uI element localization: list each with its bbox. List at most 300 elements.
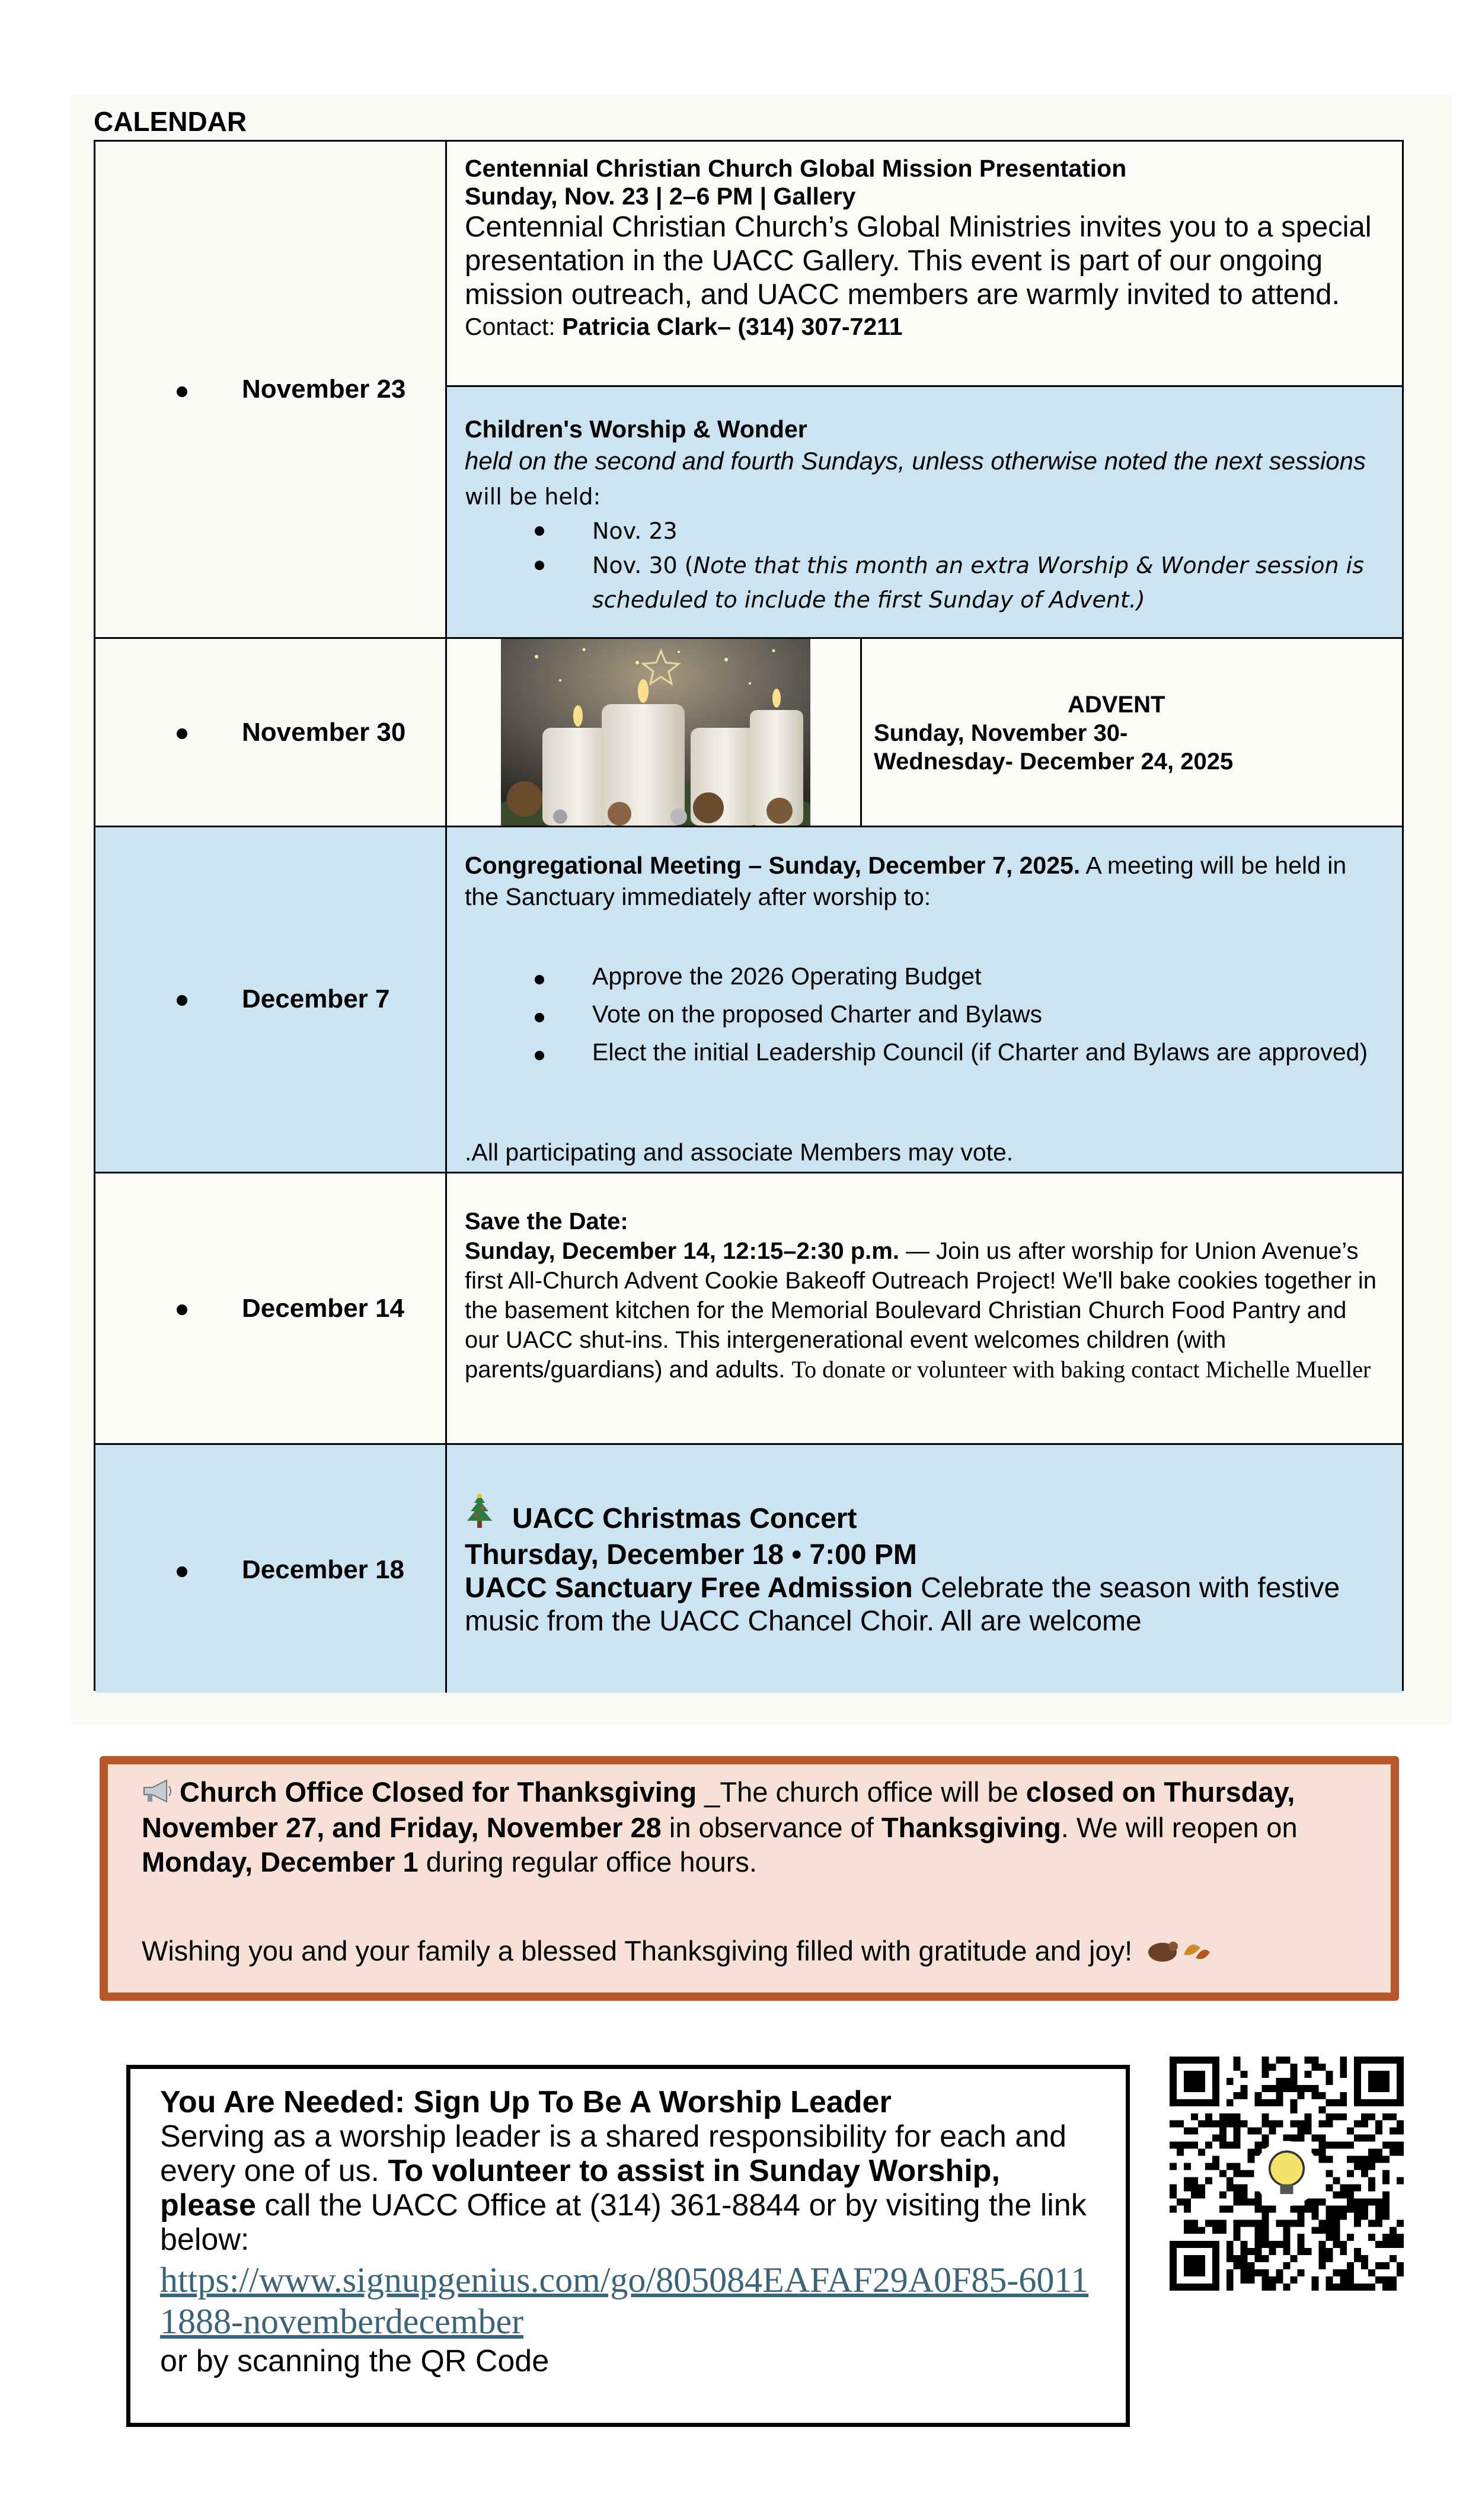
qr-module [1326,2121,1333,2128]
qr-module [1283,2085,1291,2092]
qr-module [1326,2156,1333,2163]
qr-module [1241,2248,1248,2255]
qr-module [1361,2284,1368,2291]
qr-module [1198,2149,1205,2156]
qr-module [1227,2078,1234,2085]
qr-module [1205,2220,1212,2227]
concert-title-line [465,1494,1384,1539]
qr-module [1304,2071,1311,2078]
volunteer-part: Serving as a worship leader is a shared responsibility for each and every one of us. [160,2119,1067,2188]
qr-module [1198,2227,1205,2234]
advent-end: Wednesday- December 24, 2025 [874,749,1234,775]
qr-module [1227,2113,1234,2121]
qr-module [1255,2220,1262,2227]
qr-module [1269,2205,1276,2212]
qr-module [1184,2142,1191,2149]
qr-module [1368,2135,1375,2142]
qr-module [1311,2092,1318,2099]
qr-module [1326,2205,1333,2212]
qr-module [1354,2156,1361,2163]
qr-module [1234,2220,1241,2227]
qr-module [1248,2269,1255,2276]
qr-module [1340,2212,1347,2220]
qr-module [1382,2198,1390,2205]
qr-module [1354,2255,1361,2262]
qr-module [1333,2177,1340,2184]
contact-value: Patricia Clark– (314) 307-7211 [562,313,903,340]
qr-module [1347,2170,1354,2177]
qr-module [1255,2269,1262,2276]
qr-module [1184,2177,1191,2184]
qr-module [1333,2220,1340,2227]
calendar-row-nov-30 [95,639,1402,827]
qr-module [1283,2057,1291,2064]
qr-module [1219,2227,1227,2234]
qr-module [1241,2071,1248,2078]
calendar-row-dec-7 [95,827,1402,1173]
qr-module [1255,2142,1262,2149]
qr-module [1227,2142,1234,2149]
qr-module [1241,2269,1248,2276]
concert-title: UACC Christmas Concert [512,1503,857,1534]
qr-module [1311,2227,1318,2234]
qr-module [1262,2085,1269,2092]
qr-module [1234,2234,1241,2241]
qr-module [1262,2064,1269,2071]
notice-part: in observance of [661,1812,881,1843]
qr-module [1262,2121,1269,2128]
qr-module [1241,2092,1248,2099]
qr-module [1390,2128,1397,2135]
meeting-intro: A meeting will be held in the Sanctuary immediately after worship to: [465,852,1347,910]
qr-module [1262,2220,1269,2227]
qr-module [1318,2255,1326,2262]
childrens-worship-event [447,387,1402,637]
qr-module [1234,2184,1241,2191]
qr-module [1184,2198,1191,2205]
concert-where: UACC Sanctuary Free Admission [465,1572,913,1604]
qr-module [1227,2276,1234,2284]
qr-module [1304,2205,1311,2212]
bullet-icon [177,1304,187,1315]
qr-module [1241,2085,1248,2092]
qr-module [1311,2276,1318,2284]
qr-module [1191,2113,1198,2121]
qr-module [1276,2241,1283,2248]
qr-module [1241,2241,1248,2248]
advent-start: Sunday, November 30- [874,720,1128,746]
list-item [592,548,1384,617]
qr-module [1375,2262,1382,2269]
qr-module [1283,2078,1291,2085]
qr-module [1397,2220,1404,2227]
event-body: — Join us after worship for Union Avenue’s first All-Church Advent Cookie Bakeoff Outreach Project! We'll bake cookies together in the basement kitchen for the Memorial Boulevard Christian Church Food Pantry and our UACC shut-ins. This intergenerational event welcomes children (with parents/guardians) and adults. [465,1238,1377,1383]
qr-module [1269,2064,1276,2071]
qr-module [1297,2212,1304,2220]
qr-module [1397,2269,1404,2276]
qr-module [1318,2092,1326,2099]
qr-module [1304,2113,1311,2121]
qr-module [1304,2057,1311,2064]
event-contact [465,312,1384,341]
qr-module [1205,2163,1212,2170]
qr-module [1340,2284,1347,2291]
qr-module [1234,2170,1241,2177]
qr-module [1326,2234,1333,2241]
qr-module [1340,2142,1347,2149]
event-contact: To donate or volunteer with baking contact Michelle Mueller [791,1356,1371,1383]
qr-module [1318,2121,1326,2128]
volunteer-text [160,2085,1090,2379]
qr-module [1283,2262,1291,2269]
qr-module [1262,2212,1269,2220]
qr-module [1227,2269,1234,2276]
qr-module [1397,2241,1404,2248]
qr-module [1219,2220,1227,2227]
qr-module [1390,2234,1397,2241]
qr-module [1304,2248,1311,2255]
qr-module [1290,2121,1297,2128]
qr-module [1326,2071,1333,2078]
qr-module [1382,2177,1390,2184]
qr-module [1234,2064,1241,2071]
qr-module [1248,2198,1255,2205]
qr-module [1390,2113,1397,2121]
qr-module [1361,2212,1368,2220]
qr-module [1184,2205,1191,2212]
event-title: Centennial Christian Church Global Mission Presentation [465,155,1127,182]
qr-module [1234,2262,1241,2269]
qr-module [1262,2234,1269,2241]
qr-code-icon[interactable] [1170,2057,1404,2291]
qr-module [1205,2121,1212,2128]
qr-module [1361,2262,1368,2269]
qr-module [1297,2128,1304,2135]
qr-module [1311,2085,1318,2092]
qr-module [1177,2142,1184,2149]
qr-module [1361,2135,1368,2142]
qr-module [1318,2241,1326,2248]
qr-module [1234,2255,1241,2262]
qr-module [1255,2128,1262,2135]
qr-module [1290,2220,1297,2227]
qr-module [1269,2284,1276,2291]
qr-module [1219,2191,1227,2198]
notice-text [142,1775,1367,1879]
qr-module [1318,2156,1326,2163]
megaphone-icon [142,1776,173,1811]
qr-module [1219,2128,1227,2135]
qr-module [1354,2205,1361,2212]
qr-module [1375,2149,1382,2156]
list-item [592,514,1384,548]
meeting-footer: .All participating and associate Members may vote. [465,1139,1014,1166]
qr-module [1347,2142,1354,2149]
qr-module [1311,2284,1318,2291]
qr-module [1290,2078,1297,2085]
qr-module [1333,2227,1340,2234]
date-cell [95,142,447,637]
thanksgiving-notice [100,1756,1399,2001]
qr-instructions: or by scanning the QR Code [160,2344,550,2378]
qr-module [1276,2085,1283,2092]
qr-module [1219,2135,1227,2142]
qr-module [1382,2191,1390,2198]
qr-module [1368,2163,1375,2170]
event-description [465,1236,1384,1384]
qr-module [1333,2099,1340,2106]
qr-module [1184,2184,1191,2191]
qr-module [1283,2241,1291,2248]
qr-module [1269,2099,1276,2106]
qr-module [1333,2269,1340,2276]
qr-module [1297,2205,1304,2212]
session-date: Nov. 30 ( [592,552,694,578]
qr-module [1241,2276,1248,2284]
qr-module [1290,2106,1297,2113]
qr-module [1290,2276,1297,2284]
qr-module [1276,2276,1283,2284]
qr-module [1340,2205,1347,2212]
qr-module [1340,2092,1347,2099]
qr-module [1290,2255,1297,2262]
qr-module [1191,2177,1198,2184]
qr-module [1382,2241,1390,2248]
qr-module [1361,2198,1368,2205]
qr-module [1269,2276,1276,2284]
date-label: November 30 [242,718,406,747]
qr-module [1354,2121,1361,2128]
list-item: Approve the 2026 Operating Budget [592,961,1384,992]
qr-module [1354,2220,1361,2227]
qr-module [1297,2234,1304,2241]
qr-module [1184,2227,1191,2234]
qr-module [1248,2262,1255,2269]
qr-module [1227,2241,1234,2248]
qr-module [1297,2121,1304,2128]
qr-module [1326,2227,1333,2234]
qr-module [1375,2241,1382,2248]
advent-info [874,690,1390,776]
qr-module [1269,2121,1276,2128]
qr-module [1340,2057,1347,2064]
qr-module [1382,2212,1390,2220]
qr-module [1184,2163,1191,2170]
qr-module [1354,2284,1361,2291]
qr-module [1255,2092,1262,2099]
qr-module [1326,2248,1333,2255]
qr-module [1170,2142,1177,2149]
qr-module [1397,2142,1404,2149]
meeting-title: Congregational Meeting – Sunday, December 7, 2025. [465,852,1081,879]
qr-module [1333,2113,1340,2121]
qr-module [1390,2276,1397,2284]
qr-module [1297,2135,1304,2142]
qr-module [1234,2128,1241,2135]
qr-module [1205,2142,1212,2149]
qr-module [1340,2269,1347,2276]
qr-module [1382,2205,1390,2212]
qr-module [1262,2284,1269,2291]
qr-module [1368,2156,1375,2163]
qr-module [1390,2142,1397,2149]
qr-module [1276,2099,1283,2106]
qr-module [1361,2255,1368,2262]
intro-rest: will be held: [465,484,601,510]
qr-module [1255,2248,1262,2255]
qr-module [1262,2241,1269,2248]
date-cell [95,1445,447,1693]
qr-module [1205,2113,1212,2121]
qr-module [1198,2184,1205,2191]
qr-module [1397,2234,1404,2241]
qr-module [1368,2149,1375,2156]
qr-module [1262,2205,1269,2212]
qr-module [1227,2284,1234,2291]
qr-module [1326,2284,1333,2291]
qr-module [1241,2198,1248,2205]
qr-module [1212,2135,1219,2142]
bullet-icon [177,995,187,1006]
qr-module [1390,2149,1397,2156]
qr-module [1375,2198,1382,2205]
qr-module [1241,2184,1248,2191]
signup-link[interactable]: https://www.signupgenius.com/go/805084EAFAF29A0F85-60111888-novemberdecember [160,2260,1089,2341]
qr-module [1397,2128,1404,2135]
qr-module [1276,2220,1283,2227]
qr-module [1262,2057,1269,2064]
calendar-row-dec-18 [95,1445,1402,1693]
qr-module [1390,2284,1397,2291]
qr-module [1234,2092,1241,2099]
date-cell [95,1173,447,1443]
christmas-tree-icon [465,1494,494,1539]
qr-module [1191,2220,1198,2227]
event-cell [447,1445,1402,1693]
event-title: Save the Date: [465,1208,628,1235]
event-title: Children's Worship & Wonder [465,415,807,443]
qr-module [1297,2241,1304,2248]
qr-module [1397,2262,1404,2269]
qr-module [1397,2149,1404,2156]
bullet-icon [177,1566,187,1577]
qr-module [1191,2227,1198,2234]
date-cell [95,827,447,1172]
qr-module [1347,2234,1354,2241]
qr-module [1382,2142,1390,2149]
qr-module [1368,2234,1375,2241]
qr-module [1227,2184,1234,2191]
volunteer-part: call the UACC Office at (314) 361-8844 or by visiting the link below: [160,2188,1087,2257]
qr-module [1234,2191,1241,2198]
qr-module [1241,2170,1248,2177]
qr-module [1198,2121,1205,2128]
qr-module [1375,2212,1382,2220]
qr-module [1382,2156,1390,2163]
qr-module [1219,2170,1227,2177]
calendar-row-nov-23 [95,142,1402,639]
event-when: Sunday, Nov. 23 | 2–6 PM | Gallery [465,183,856,210]
event-description: Centennial Christian Church’s Global Ministries invites you to a special presentation in the UACC Gallery. This event is part of our ongoing mission outreach, and UACC members are warmly invited to attend. [465,211,1372,311]
qr-module [1297,2085,1304,2092]
qr-module [1361,2163,1368,2170]
qr-module [1290,2099,1297,2106]
qr-module [1354,2184,1361,2191]
qr-module [1227,2248,1234,2255]
qr-module [1255,2241,1262,2248]
qr-module [1262,2099,1269,2106]
qr-module [1248,2156,1255,2163]
qr-module [1205,2177,1212,2184]
qr-module [1191,2128,1198,2135]
qr-module [1227,2121,1234,2128]
qr-module [1368,2184,1375,2191]
qr-module [1304,2085,1311,2092]
qr-module [1347,2128,1354,2135]
qr-module [1283,2234,1291,2241]
qr-module [1304,2121,1311,2128]
notice-holiday: Thanksgiving [881,1812,1061,1843]
event-cell [447,142,1402,637]
qr-module [1219,2121,1227,2128]
qr-module [1368,2269,1375,2276]
qr-module [1361,2156,1368,2163]
qr-module [1241,2255,1248,2262]
qr-module [1262,2071,1269,2078]
qr-module [1340,2064,1347,2071]
qr-module [1340,2113,1347,2121]
qr-module [1333,2191,1340,2198]
qr-module [1368,2177,1375,2184]
session-date: Nov. 23 [592,518,678,544]
event-intro [465,444,1384,514]
qr-module [1227,2163,1234,2170]
qr-module [1382,2234,1390,2241]
event-cell [447,1173,1402,1443]
qr-module [1290,2135,1297,2142]
qr-module [1290,2205,1297,2212]
qr-module [1375,2156,1382,2163]
date-cell [95,639,447,826]
qr-module [1326,2142,1333,2149]
qr-module [1170,2121,1177,2128]
calendar-row-dec-14 [95,1173,1402,1445]
qr-module [1311,2212,1318,2220]
notice-closed-dates: closed on Thursday, November 27, and Friday, November 28 [142,1776,1295,1843]
qr-module [1248,2128,1255,2135]
calendar-table [94,140,1404,1691]
qr-module [1283,2135,1291,2142]
qr-module [1255,2198,1262,2205]
qr-module [1297,2092,1304,2099]
qr-module [1304,2128,1311,2135]
qr-module [1326,2255,1333,2262]
qr-module [1326,2170,1333,2177]
qr-module [1219,2113,1227,2121]
qr-module [1283,2284,1291,2291]
qr-module [1290,2071,1297,2078]
qr-module [1219,2142,1227,2149]
qr-module [1347,2262,1354,2269]
global-mission-event [447,142,1402,387]
list-item: Vote on the proposed Charter and Bylaws [592,999,1384,1029]
qr-module [1318,2106,1326,2113]
qr-module [1318,2064,1326,2071]
qr-module [1311,2205,1318,2212]
qr-module [1340,2248,1347,2255]
qr-module [1297,2269,1304,2276]
qr-module [1241,2220,1248,2227]
